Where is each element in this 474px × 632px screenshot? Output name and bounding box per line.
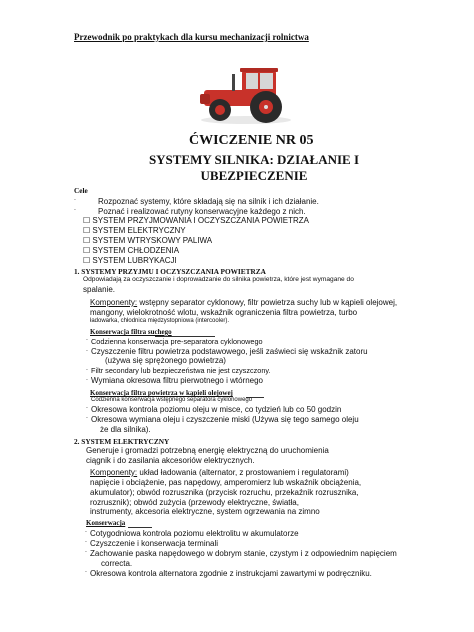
section2-heading: 2. SYSTEM ELEKTRYCZNY bbox=[74, 437, 170, 446]
oil-filter-heading: Konserwacja filtra powietrza w kąpieli olejowej bbox=[90, 389, 233, 397]
tractor-illustration bbox=[196, 60, 294, 126]
system-list-item: ☐ SYSTEM LUBRYKACJI bbox=[83, 256, 177, 265]
bullet-dot: . bbox=[86, 403, 88, 410]
section2-components: rozrusznik); obwód zużycia (przewody elektryczne, światła, bbox=[90, 498, 299, 507]
goal-item: Poznać i realizować rutyny konserwacyjne każdego z nich. bbox=[98, 207, 306, 216]
bullet-dot: . bbox=[85, 537, 87, 544]
bullet-dot: . bbox=[86, 346, 88, 353]
section2-components: akumulator); obwód rozrusznika (przycisk rozruchu, przekaźnik rozrusznika, bbox=[90, 488, 359, 497]
checkbox-icon: ☐ bbox=[83, 236, 91, 245]
bullet-dot: . bbox=[86, 365, 88, 372]
maintenance-item: Czyszczenie i konserwacja terminali bbox=[90, 539, 219, 548]
components-label: Komponenty: bbox=[90, 468, 138, 477]
exercise-title: SYSTEMY SILNIKA: DZIAŁANIE I UBEZPIECZENIE bbox=[148, 152, 360, 183]
maintenance-heading: Konserwacja bbox=[86, 519, 126, 527]
section1-components: Komponenty: wstępny separator cyklonowy, filtr powietrza suchy lub w kąpieli olejowej, bbox=[90, 298, 398, 307]
bullet-dot: . bbox=[85, 547, 87, 554]
bullet-dot: . bbox=[85, 567, 87, 574]
section2-components: instrumenty, akcesoria elektryczne, system ogrzewania na zimno bbox=[90, 507, 320, 516]
bullet-dot: . bbox=[86, 335, 88, 342]
bullet-dot: . bbox=[86, 413, 88, 420]
system-list-item: ☐ SYSTEM ELEKTRYCZNY bbox=[83, 226, 186, 235]
bullet-dot: . bbox=[86, 375, 88, 382]
components-label: Komponenty: bbox=[90, 298, 138, 307]
bullet-dot: . bbox=[74, 205, 76, 212]
maintenance-item: Okresowa wymiana oleju i czyszczenie miski (Używa się tego samego oleju bbox=[91, 415, 359, 424]
document-header: Przewodnik po praktykach dla kursu mechanizacji rolnictwa bbox=[74, 32, 309, 42]
bullet-dot: . bbox=[85, 527, 87, 534]
dry-filter-heading: Konserwacja filtra suchego bbox=[90, 328, 172, 336]
section1-components: mangony, wielokrotność wlotu, wskaźnik ograniczenia filtra powietrza, turbo bbox=[90, 308, 358, 317]
checkbox-icon: ☐ bbox=[83, 246, 91, 255]
section1-intro: Odpowiadają za oczyszczanie i doprowadzanie do silnika powietrza, które jest wymagane do bbox=[83, 276, 354, 283]
heading-rule bbox=[128, 527, 152, 528]
goals-heading: Cele bbox=[74, 186, 88, 195]
goal-item: Rozpoznać systemy, które składają się na silnik i ich działanie. bbox=[98, 197, 319, 206]
maintenance-item: Codzienna konserwacja wstępnego separatora cyklonowego bbox=[91, 397, 253, 403]
checkbox-icon: ☐ bbox=[83, 226, 91, 235]
maintenance-item: Okresowa kontrola poziomu oleju w misce, co tydzień lub co 50 godzin bbox=[91, 405, 342, 414]
section2-intro: ciągnik i do zasilania akcesoriów elektrycznych. bbox=[86, 456, 255, 465]
section1-components: ładowarka, chłodnica międzystopniowa (intercooler). bbox=[90, 318, 230, 324]
section1-heading: 1. SYSTEMY PRZYJMU I OCZYSZCZANIA POWIETRZA bbox=[74, 267, 266, 276]
maintenance-item: correcta. bbox=[101, 559, 133, 568]
system-list-item: ☐ SYSTEM PRZYJMOWANIA I OCZYSZCZANIA POWIETRZA bbox=[83, 216, 310, 225]
bullet-dot: . bbox=[74, 195, 76, 202]
maintenance-item: Czyszczenie filtru powietrza podstawowego, jeśli zaświeci się wskaźnik zatoru bbox=[91, 347, 368, 356]
maintenance-item: że dla silnika). bbox=[100, 425, 151, 434]
system-list-item: ☐ SYSTEM WTRYSKOWY PALIWA bbox=[83, 236, 213, 245]
checkbox-icon: ☐ bbox=[83, 256, 91, 265]
section2-components: napięcie i obciążenie, pas napędowy, amperomierz lub wskaźnik obciążenia, bbox=[90, 478, 362, 487]
exercise-number: ĆWICZENIE NR 05 bbox=[189, 133, 314, 148]
maintenance-item: Wymiana okresowa filtru pierwotnego i wtórnego bbox=[91, 376, 264, 385]
maintenance-item: Okresowa kontrola alternatora zgodnie z instrukcjami zawartymi w podręczniku. bbox=[90, 569, 372, 578]
maintenance-item: Cotygodniowa kontrola poziomu elektrolitu w akumulatorze bbox=[90, 529, 299, 538]
checkbox-icon: ☐ bbox=[83, 216, 91, 225]
maintenance-item: Zachowanie paska napędowego w dobrym stanie, czystym i z odpowiednim napięciem bbox=[90, 549, 397, 558]
section2-components: Komponenty: układ ładowania (alternator, z prostowaniem i regulatorami) bbox=[90, 468, 349, 477]
system-list-item: ☐ SYSTEM CHŁODZENIA bbox=[83, 246, 180, 255]
maintenance-item: (używa się sprężonego powietrza) bbox=[105, 356, 226, 365]
section2-intro: Generuje i gromadzi potrzebną energię elektryczną do uruchomienia bbox=[86, 446, 329, 455]
maintenance-item: Filtr secondary lub bezpieczeństwa nie jest czyszczony. bbox=[91, 366, 271, 375]
section1-intro: spalanie. bbox=[83, 285, 116, 294]
maintenance-item: Codzienna konserwacja pre-separatora cyklonowego bbox=[91, 337, 263, 346]
